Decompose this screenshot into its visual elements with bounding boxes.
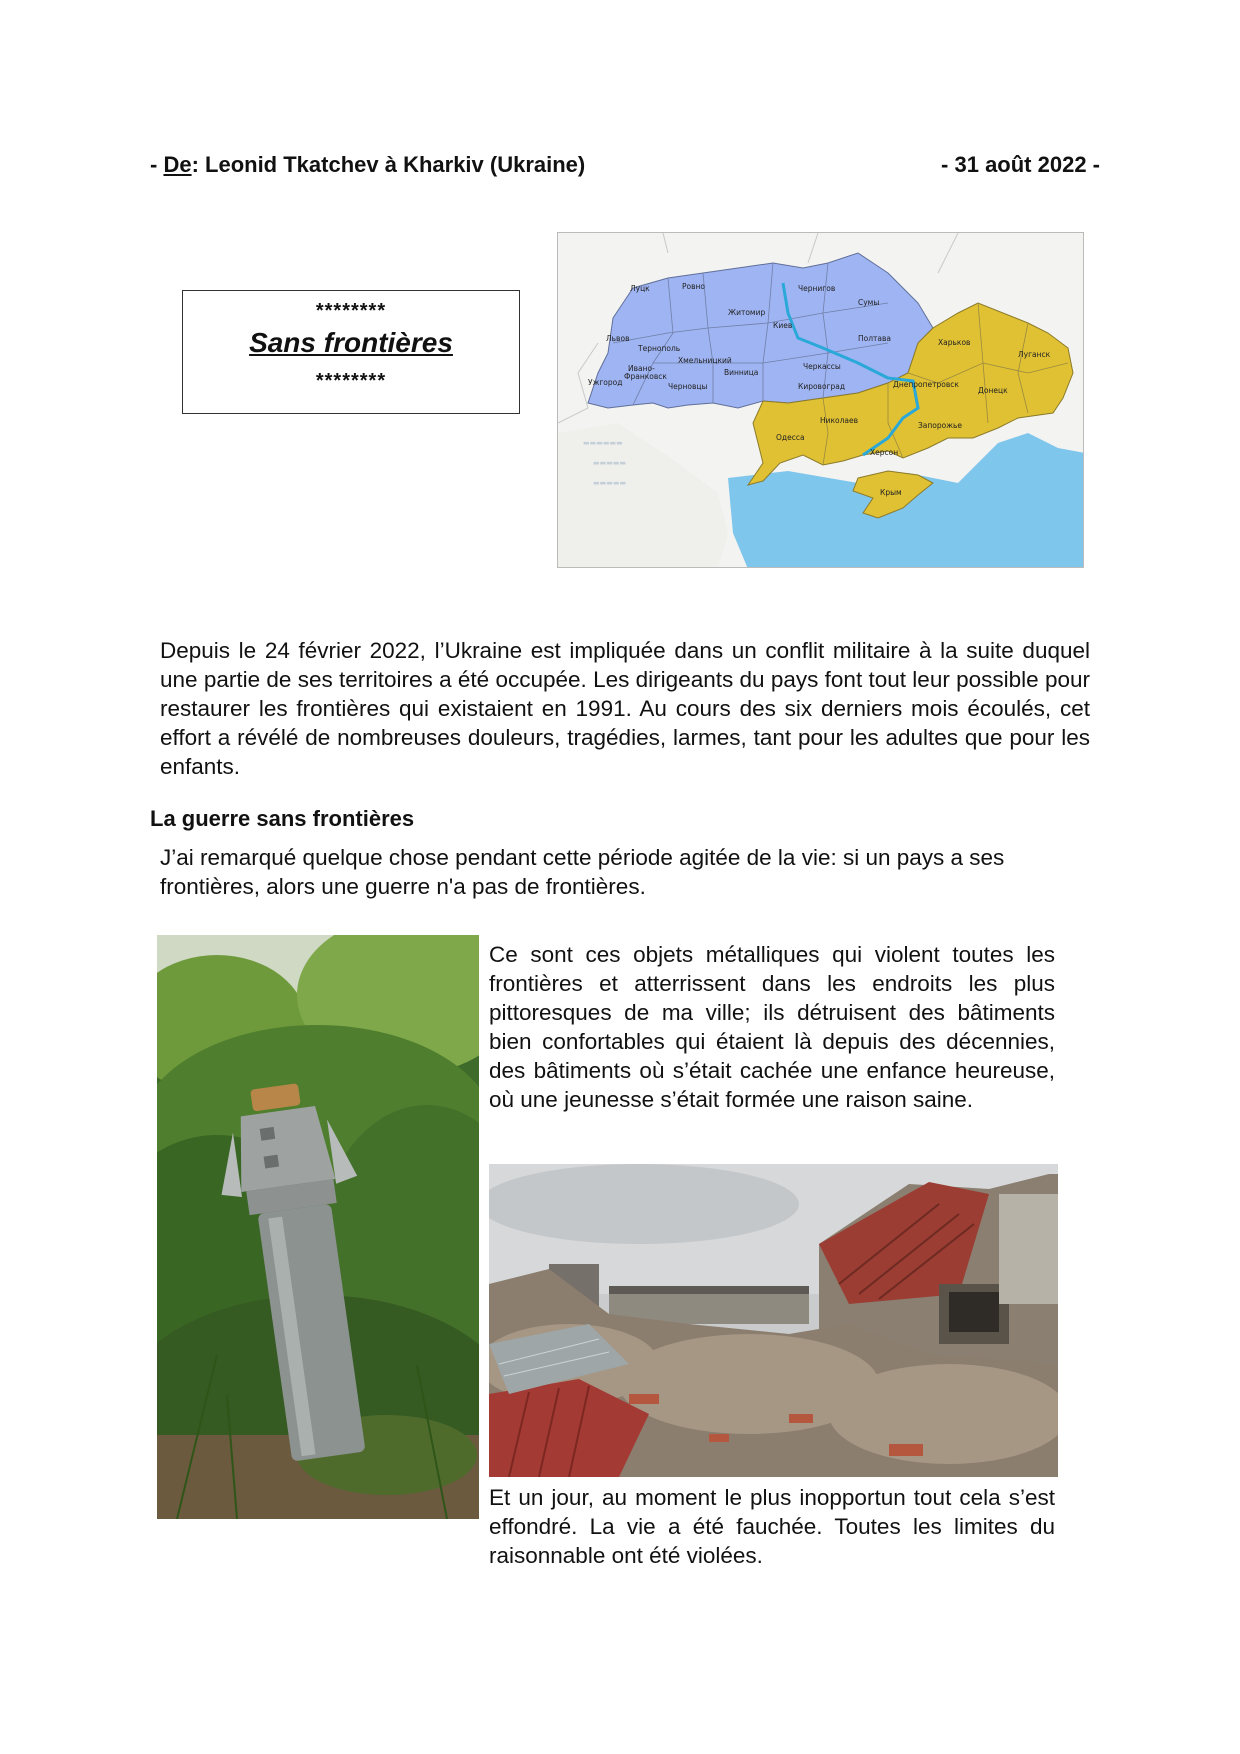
svg-text:Ивано-: Ивано- [628,364,655,373]
svg-text:Полтава: Полтава [858,334,892,343]
article-title: Sans frontières [249,327,453,358]
svg-text:Николаев: Николаев [820,416,859,425]
observation-paragraph: J’ai remarqué quelque chose pendant cette période agitée de la vie: si un pays a ses frontières, alors une guerre n'a pas de frontières. [160,845,1005,899]
title-stars-bottom: ******** [315,370,387,392]
svg-text:Ужгород: Ужгород [588,378,623,387]
svg-text:Донецк: Донецк [978,386,1008,395]
svg-text:Черкассы: Черкассы [803,362,841,371]
svg-text:Луганск: Луганск [1018,350,1051,359]
svg-text:▬▬▬▬▬: ▬▬▬▬▬ [593,479,627,487]
sender-line [150,152,585,178]
svg-text:Днепропетровск: Днепропетровск [893,380,959,389]
svg-text:Одесса: Одесса [776,433,805,442]
svg-text:Франковск: Франковск [624,372,667,381]
svg-text:Сумы: Сумы [858,298,880,307]
sender-name: : Leonid Tkatchev à Kharkiv (Ukraine) [191,152,586,177]
from-label: De [163,152,192,177]
svg-text:Черновцы: Черновцы [668,382,708,391]
ukraine-map-image [557,232,1084,568]
collapse-paragraph: Et un jour, au moment le plus inopportun tout cela s’est effondré. La vie a été fauchée. Toutes les limites du raisonnable ont été violées. [489,1485,1055,1568]
svg-text:Киев: Киев [773,321,793,330]
title-box [182,290,520,414]
svg-text:Львов: Львов [606,334,630,343]
destroyed-buildings-photo [489,1164,1058,1477]
svg-text:Кировоград: Кировоград [798,382,846,391]
svg-text:Винница: Винница [724,368,759,377]
header-prefix: - [150,152,164,177]
svg-text:Тернополь: Тернополь [638,344,681,353]
svg-text:Хмельницкий: Хмельницкий [678,356,732,365]
svg-text:▬▬▬▬▬: ▬▬▬▬▬ [593,459,627,467]
svg-text:Запорожье: Запорожье [918,421,963,430]
section-heading: La guerre sans frontières [150,806,415,831]
svg-text:Чернигов: Чернигов [798,284,836,293]
svg-text:Житомир: Житомир [728,308,766,317]
metal-objects-paragraph: Ce sont ces objets métalliques qui violent toutes les frontières et atterrissent dans les endroits les plus pittoresques de ma ville; ils détruisent des bâtiments bien confortables qui étaient là depuis des décennies, des bâtiments où s’était cachée une enfance heureuse, où une jeunesse s’était formée une raison saine. [489,942,1055,1112]
title-stars-top: ******** [315,300,387,322]
rocket-in-bushes-photo [157,935,479,1519]
intro-paragraph: Depuis le 24 février 2022, l’Ukraine est impliquée dans un conflit militaire à la suite duquel une partie de ses territoires a été occupée. Les dirigeants du pays font tout leur possible pour restaurer les frontières qui existaient en 1991. Au cours des six derniers mois écoulés, cet effort a révélé de nombreuses douleurs, tragédies, larmes, tant pour les adultes que pour les enfants. [160,638,1090,779]
letter-date: - 31 août 2022 - [941,152,1100,177]
svg-text:Херсон: Херсон [870,448,899,457]
svg-text:▬▬▬▬▬▬: ▬▬▬▬▬▬ [583,439,623,447]
svg-text:Луцк: Луцк [630,284,650,293]
svg-text:Крым: Крым [880,488,902,497]
svg-text:Ровно: Ровно [682,282,706,291]
svg-text:Харьков: Харьков [938,338,971,347]
